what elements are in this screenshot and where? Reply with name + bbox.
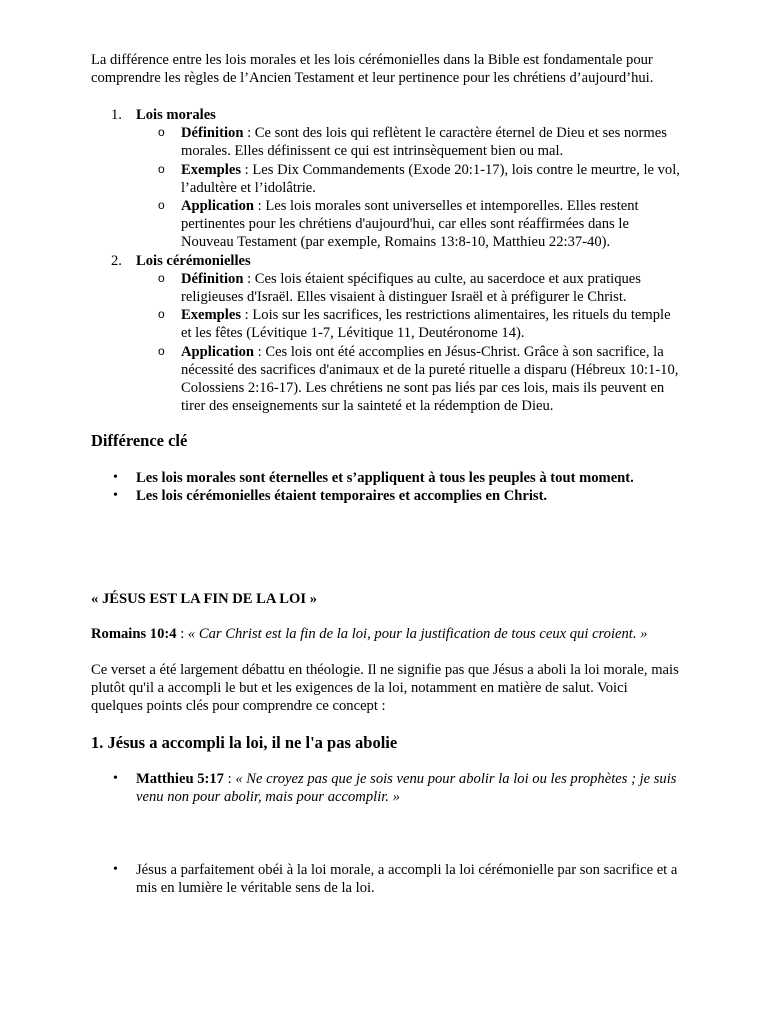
list-item xyxy=(91,770,681,806)
bullet-icon: • xyxy=(113,488,118,504)
jesus-heading: « JÉSUS EST LA FIN DE LA LOI » xyxy=(91,591,318,607)
list-item xyxy=(91,487,681,505)
sub-item-text: : Ce sont des lois qui reflètent le caractère éternel de Dieu et ses normes morales. Elles définissent ce qui est intrinsèquement bien ou mal. xyxy=(181,125,667,160)
sub-item-application xyxy=(91,197,681,252)
verse-quote: « Car Christ est la fin de la loi, pour la justification de tous ceux qui croient. » xyxy=(187,626,648,642)
bullet-icon: • xyxy=(113,470,118,485)
sub-item-label: Application xyxy=(181,343,254,360)
list-number: 1. xyxy=(111,107,122,123)
romains-verse xyxy=(91,625,681,643)
sub-bullet-icon: o xyxy=(158,343,165,358)
sub-item-label: Définition xyxy=(181,270,244,287)
sub-item-text: : Lois sur les sacrifices, les restrictions alimentaires, les rituels du temple et les fêtes (Lévitique 1-7, Lévitique 11, Deutéronome 14). xyxy=(181,307,671,342)
bullet-icon: • xyxy=(113,862,118,877)
law-types-list xyxy=(91,106,681,415)
sub-item-text: : Ces lois étaient spécifiques au culte, au sacerdoce et aux pratiques religieuses d'Israël. Elles visaient à distinguer Israël et à préfigurer le Christ. xyxy=(181,270,641,306)
intro-paragraph: La différence entre les lois morales et les lois cérémonielles dans la Bible est fondamentale pour comprendre les règles de l’Ancien Testament et leur pertinence pour les chrétiens d’aujourd’hui. xyxy=(91,52,654,87)
sub-item-text: : Ces lois ont été accomplies en Jésus-Christ. Grâce à son sacrifice, la nécessité des sacrifices d'animaux et de la pureté rituelle a disparu (Hébreux 10:1-10, Colossiens 2:16-17). Les chrétiens ne sont pas liés par ces lois, mais ils peuvent en tirer des enseignements sur la sainteté et la rédemption de Dieu. xyxy=(181,343,679,415)
sub-bullet-icon: o xyxy=(158,270,165,285)
key-point-text: Les lois cérémonielles étaient temporaires et accomplies en Christ. xyxy=(136,488,548,505)
verse-reference: Matthieu 5:17 xyxy=(136,771,224,787)
matthieu-list xyxy=(91,770,681,806)
point1-heading: 1. Jésus a accompli la loi, il ne l'a pas abolie xyxy=(91,733,398,752)
verse-separator: : xyxy=(176,626,188,642)
explanation-paragraph: Ce verset a été largement débattu en théologie. Il ne signifie pas que Jésus a aboli la loi morale, mais plutôt qu'il a accompli le but et les exigences de la loi, notamment en matière de salut. Voici quelques points clés pour comprendre ce concept : xyxy=(91,662,679,715)
sub-item-label: Définition xyxy=(181,125,244,142)
section-heading xyxy=(91,590,681,608)
summary-list xyxy=(91,861,681,897)
key-point-text: Les lois morales sont éternelles et s’appliquent à tous les peuples à tout moment. xyxy=(136,470,634,486)
verse-separator: : xyxy=(223,771,236,787)
section-title: Lois cérémonielles xyxy=(136,252,251,269)
list-item-lois-ceremonielles xyxy=(91,252,681,270)
sub-item-exemples xyxy=(91,161,681,197)
list-number: 2. xyxy=(111,252,122,269)
sub-item-definition xyxy=(91,124,681,160)
sub-item-label: Application xyxy=(181,198,254,215)
summary-point-text: Jésus a parfaitement obéi à la loi morale, a accompli la loi cérémonielle par son sacrifice et a mis en lumière le véritable sens de la loi. xyxy=(136,862,678,897)
section-title: Lois morales xyxy=(136,107,216,123)
sub-item-exemples xyxy=(91,306,681,342)
verse-quote: « Ne croyez pas que je sois venu pour abolir la loi ou les prophètes ; je suis venu non pour abolir, mais pour accomplir. » xyxy=(136,771,677,806)
verse-reference: Romains 10:4 xyxy=(91,626,177,642)
sub-item-definition xyxy=(91,270,681,306)
list-item-lois-morales xyxy=(91,106,681,124)
key-difference-heading: Différence clé xyxy=(91,431,188,450)
sub-item-application xyxy=(91,343,681,416)
sub-bullet-icon: o xyxy=(158,198,165,213)
sub-item-label: Exemples xyxy=(181,307,241,324)
sub-item-text: : Les lois morales sont universelles et intemporelles. Elles restent pertinentes pour les chrétiens d'aujourd'hui, car elles sont réaffirmées dans le Nouveau Testament (par exemple, Romains 13:8-10, Matthieu 22:37-40). xyxy=(181,198,639,251)
sub-bullet-icon: o xyxy=(158,125,165,140)
key-points-list xyxy=(91,469,681,505)
bullet-icon: • xyxy=(113,771,118,786)
sub-bullet-icon: o xyxy=(158,307,165,322)
list-item xyxy=(91,861,681,897)
sub-item-label: Exemples xyxy=(181,161,241,178)
list-item xyxy=(91,469,681,487)
sub-bullet-icon: o xyxy=(158,161,165,176)
sub-item-text: : Les Dix Commandements (Exode 20:1-17), lois contre le meurtre, le vol, l’adultère et l’idolâtrie. xyxy=(181,161,680,196)
